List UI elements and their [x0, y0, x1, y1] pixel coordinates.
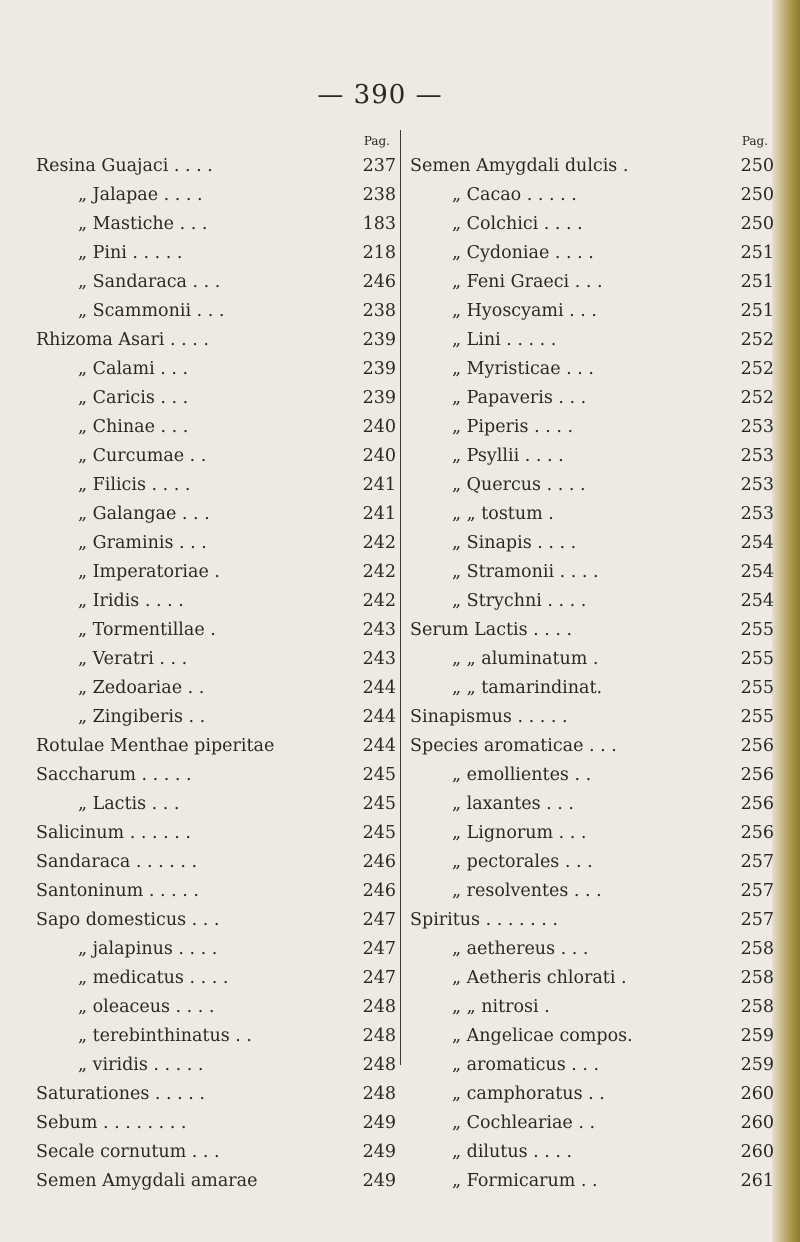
entry-term: „ Galangae . . .: [78, 504, 210, 524]
entry-term: „ resolventes . . .: [452, 881, 602, 901]
entry-page-number: 257: [740, 881, 774, 901]
entry-page-number: 246: [362, 272, 396, 292]
entry-page-number: 248: [362, 1084, 396, 1104]
entry-page-number: 253: [740, 475, 774, 495]
index-entries-right: [410, 152, 774, 1196]
index-entry: [36, 645, 396, 674]
index-entry: [36, 1051, 396, 1080]
entry-page-number: 245: [362, 765, 396, 785]
entry-page-number: 255: [740, 620, 774, 640]
index-entry: [36, 732, 396, 761]
index-entry: [36, 558, 396, 587]
entry-page-number: 239: [362, 359, 396, 379]
entry-page-number: 253: [740, 417, 774, 437]
index-entry: [410, 1022, 774, 1051]
index-entry: [410, 819, 774, 848]
index-entry: [36, 906, 396, 935]
index-entry: [410, 152, 774, 181]
index-entry: [410, 964, 774, 993]
entry-page-number: 247: [362, 910, 396, 930]
entry-page-number: 247: [362, 968, 396, 988]
entry-term: „ Scammonii . . .: [78, 301, 225, 321]
entry-term: Saccharum . . . . .: [36, 765, 192, 785]
entry-term: Sandaraca . . . . . .: [36, 852, 198, 872]
entry-page-number: 251: [740, 301, 774, 321]
entry-page-number: 258: [740, 997, 774, 1017]
entry-page-number: 252: [740, 330, 774, 350]
entry-term: „ emollientes . .: [452, 765, 592, 785]
entry-term: „ Veratri . . .: [78, 649, 188, 669]
entry-page-number: 254: [740, 533, 774, 553]
index-entry: [36, 529, 396, 558]
index-entry: [36, 616, 396, 645]
index-entry: [410, 674, 774, 703]
entry-page-number: 250: [740, 185, 774, 205]
page-column-header: Pag.: [363, 134, 390, 148]
entry-term: Rhizoma Asari . . . .: [36, 330, 209, 350]
entry-page-number: 254: [740, 591, 774, 611]
entry-term: „ Lignorum . . .: [452, 823, 587, 843]
index-entry: [36, 1167, 396, 1196]
entry-page-number: 242: [362, 591, 396, 611]
index-entry: [36, 384, 396, 413]
entry-term: „ „ aluminatum .: [452, 649, 599, 669]
entry-page-number: 238: [362, 301, 396, 321]
entry-term: „ Sinapis . . . .: [452, 533, 577, 553]
index-entry: [36, 239, 396, 268]
entry-page-number: 246: [362, 852, 396, 872]
index-entry: [36, 964, 396, 993]
index-entry: [36, 210, 396, 239]
entry-page-number: 259: [740, 1055, 774, 1075]
index-entry: [36, 877, 396, 906]
entry-page-number: 257: [740, 852, 774, 872]
entry-page-number: 259: [740, 1026, 774, 1046]
index-entry: [36, 471, 396, 500]
entry-term: Spiritus . . . . . . .: [410, 910, 558, 930]
entry-page-number: 239: [362, 388, 396, 408]
entry-term: Resina Guajaci . . . .: [36, 156, 213, 176]
index-entry: [36, 268, 396, 297]
entry-term: „ Sandaraca . . .: [78, 272, 221, 292]
index-entry: [410, 558, 774, 587]
index-entry: [36, 355, 396, 384]
index-entries-left: [36, 152, 396, 1196]
entry-term: Semen Amygdali dulcis .: [410, 156, 629, 176]
index-entry: [410, 616, 774, 645]
entry-term: Salicinum . . . . . .: [36, 823, 191, 843]
entry-term: „ Formicarum . .: [452, 1171, 598, 1191]
entry-page-number: 249: [362, 1171, 396, 1191]
entry-page-number: 250: [740, 214, 774, 234]
entry-page-number: 183: [362, 214, 396, 234]
index-entry: [410, 1051, 774, 1080]
index-entry: [410, 326, 774, 355]
entry-term: „ Chinae . . .: [78, 417, 189, 437]
entry-term: „ pectorales . . .: [452, 852, 593, 872]
entry-page-number: 256: [740, 765, 774, 785]
entry-term: „ medicatus . . . .: [78, 968, 229, 988]
entry-term: „ „ tamarindinat.: [452, 678, 603, 698]
entry-page-number: 240: [362, 446, 396, 466]
entry-page-number: 243: [362, 620, 396, 640]
index-entry: [410, 239, 774, 268]
entry-term: „ „ tostum .: [452, 504, 554, 524]
entry-page-number: 241: [362, 475, 396, 495]
entry-term: Rotulae Menthae piperitae: [36, 736, 275, 756]
index-entry: [410, 268, 774, 297]
entry-term: „ „ nitrosi .: [452, 997, 550, 1017]
entry-term: „ Imperatoriae .: [78, 562, 220, 582]
index-entry: [410, 790, 774, 819]
index-column-right: [410, 134, 774, 1196]
entry-page-number: 245: [362, 823, 396, 843]
index-entry: [410, 848, 774, 877]
entry-term: „ camphoratus . .: [452, 1084, 605, 1104]
entry-page-number: 240: [362, 417, 396, 437]
entry-page-number: 255: [740, 707, 774, 727]
entry-term: „ Jalapae . . . .: [78, 185, 203, 205]
entry-page-number: 260: [740, 1142, 774, 1162]
entry-page-number: 256: [740, 736, 774, 756]
index-entry: [36, 152, 396, 181]
entry-page-number: 258: [740, 939, 774, 959]
index-entry: [410, 732, 774, 761]
entry-page-number: 243: [362, 649, 396, 669]
index-entry: [410, 1167, 774, 1196]
page-number: — 390 —: [317, 80, 443, 110]
entry-page-number: 247: [362, 939, 396, 959]
entry-term: „ Angelicae compos.: [452, 1026, 633, 1046]
index-entry: [36, 790, 396, 819]
entry-page-number: 245: [362, 794, 396, 814]
entry-term: „ Tormentillae .: [78, 620, 216, 640]
entry-term: „ Lactis . . .: [78, 794, 180, 814]
index-entry: [36, 703, 396, 732]
entry-term: „ Papaveris . . .: [452, 388, 587, 408]
entry-page-number: 249: [362, 1142, 396, 1162]
index-entry: [410, 587, 774, 616]
entry-page-number: 261: [740, 1171, 774, 1191]
index-entry: [410, 877, 774, 906]
entry-page-number: 251: [740, 243, 774, 263]
entry-page-number: 252: [740, 359, 774, 379]
entry-term: „ laxantes . . .: [452, 794, 574, 814]
entry-page-number: 242: [362, 533, 396, 553]
entry-page-number: 248: [362, 1055, 396, 1075]
entry-page-number: 256: [740, 794, 774, 814]
index-entry: [410, 500, 774, 529]
index-entry: [36, 442, 396, 471]
index-entry: [36, 674, 396, 703]
entry-page-number: 255: [740, 649, 774, 669]
entry-term: „ Piperis . . . .: [452, 417, 574, 437]
entry-term: „ viridis . . . . .: [78, 1055, 204, 1075]
entry-page-number: 256: [740, 823, 774, 843]
index-entry: [410, 906, 774, 935]
entry-page-number: 239: [362, 330, 396, 350]
entry-page-number: 238: [362, 185, 396, 205]
entry-page-number: 244: [362, 678, 396, 698]
index-entry: [410, 1080, 774, 1109]
index-entry: [36, 500, 396, 529]
index-entry: [36, 848, 396, 877]
entry-page-number: 254: [740, 562, 774, 582]
index-entry: [410, 355, 774, 384]
entry-term: „ Psyllii . . . .: [452, 446, 564, 466]
entry-term: „ aethereus . . .: [452, 939, 589, 959]
entry-page-number: 249: [362, 1113, 396, 1133]
entry-page-number: 242: [362, 562, 396, 582]
entry-term: „ Stramonii . . . .: [452, 562, 599, 582]
entry-term: Sinapismus . . . . .: [410, 707, 568, 727]
entry-term: „ Quercus . . . .: [452, 475, 586, 495]
index-entry: [410, 529, 774, 558]
entry-term: „ Aetheris chlorati .: [452, 968, 627, 988]
entry-term: „ Calami . . .: [78, 359, 189, 379]
index-entry: [36, 761, 396, 790]
entry-term: Species aromaticae . . .: [410, 736, 617, 756]
entry-page-number: 237: [362, 156, 396, 176]
entry-term: Semen Amygdali amarae: [36, 1171, 258, 1191]
entry-term: „ Curcumae . .: [78, 446, 207, 466]
index-entry: [410, 935, 774, 964]
entry-term: „ Iridis . . . .: [78, 591, 184, 611]
entry-page-number: 244: [362, 736, 396, 756]
entry-page-number: 260: [740, 1084, 774, 1104]
index-entry: [36, 819, 396, 848]
entry-term: „ Zingiberis . .: [78, 707, 206, 727]
index-entry: [36, 993, 396, 1022]
entry-term: „ Caricis . . .: [78, 388, 189, 408]
index-entry: [410, 1138, 774, 1167]
entry-page-number: 248: [362, 1026, 396, 1046]
entry-page-number: 248: [362, 997, 396, 1017]
entry-page-number: 252: [740, 388, 774, 408]
entry-term: „ Mastiche . . .: [78, 214, 208, 234]
entry-page-number: 260: [740, 1113, 774, 1133]
index-entry: [36, 413, 396, 442]
entry-page-number: 244: [362, 707, 396, 727]
entry-term: „ aromaticus . . .: [452, 1055, 600, 1075]
index-entry: [410, 993, 774, 1022]
entry-page-number: 246: [362, 881, 396, 901]
entry-term: „ Hyoscyami . . .: [452, 301, 597, 321]
index-entry: [36, 1080, 396, 1109]
index-entry: [36, 1022, 396, 1051]
index-entry: [36, 326, 396, 355]
column-divider: [400, 130, 401, 1065]
entry-term: Sapo domesticus . . .: [36, 910, 220, 930]
entry-page-number: 255: [740, 678, 774, 698]
index-entry: [410, 210, 774, 239]
entry-page-number: 253: [740, 504, 774, 524]
index-entry: [36, 587, 396, 616]
entry-term: „ jalapinus . . . .: [78, 939, 218, 959]
index-entry: [36, 1138, 396, 1167]
entry-page-number: 258: [740, 968, 774, 988]
entry-term: „ terebinthinatus . .: [78, 1026, 252, 1046]
entry-term: „ Cacao . . . . .: [452, 185, 577, 205]
index-entry: [410, 645, 774, 674]
index-entry: [36, 935, 396, 964]
entry-term: „ Feni Graeci . . .: [452, 272, 603, 292]
entry-term: Sebum . . . . . . . .: [36, 1113, 187, 1133]
page-column-header: Pag.: [741, 134, 768, 148]
index-entry: [410, 413, 774, 442]
entry-term: „ Strychni . . . .: [452, 591, 587, 611]
index-entry: [36, 181, 396, 210]
entry-term: „ Cydoniae . . . .: [452, 243, 594, 263]
entry-term: Secale cornutum . . .: [36, 1142, 220, 1162]
entry-term: „ Myristicae . . .: [452, 359, 594, 379]
index-column-left: [36, 134, 396, 1196]
entry-page-number: 218: [362, 243, 396, 263]
index-entry: [410, 703, 774, 732]
entry-term: Serum Lactis . . . .: [410, 620, 573, 640]
page-edge-discoloration: [772, 0, 800, 1242]
entry-term: „ Graminis . . .: [78, 533, 207, 553]
entry-term: „ dilutus . . . .: [452, 1142, 573, 1162]
entry-term: „ Pini . . . . .: [78, 243, 183, 263]
entry-term: „ Filicis . . . .: [78, 475, 191, 495]
index-entry: [410, 1109, 774, 1138]
entry-term: „ Colchici . . . .: [452, 214, 583, 234]
entry-term: „ oleaceus . . . .: [78, 997, 215, 1017]
index-entry: [410, 297, 774, 326]
entry-term: Saturationes . . . . .: [36, 1084, 205, 1104]
entry-page-number: 253: [740, 446, 774, 466]
index-entry: [410, 471, 774, 500]
index-entry: [410, 442, 774, 471]
index-entry: [410, 761, 774, 790]
index-entry: [410, 181, 774, 210]
index-entry: [36, 297, 396, 326]
index-entry: [410, 384, 774, 413]
entry-term: Santoninum . . . . .: [36, 881, 199, 901]
entry-term: „ Cochleariae . .: [452, 1113, 596, 1133]
entry-page-number: 251: [740, 272, 774, 292]
entry-page-number: 241: [362, 504, 396, 524]
entry-term: „ Lini . . . . .: [452, 330, 557, 350]
entry-term: „ Zedoariae . .: [78, 678, 205, 698]
index-entry: [36, 1109, 396, 1138]
entry-page-number: 257: [740, 910, 774, 930]
entry-page-number: 250: [740, 156, 774, 176]
